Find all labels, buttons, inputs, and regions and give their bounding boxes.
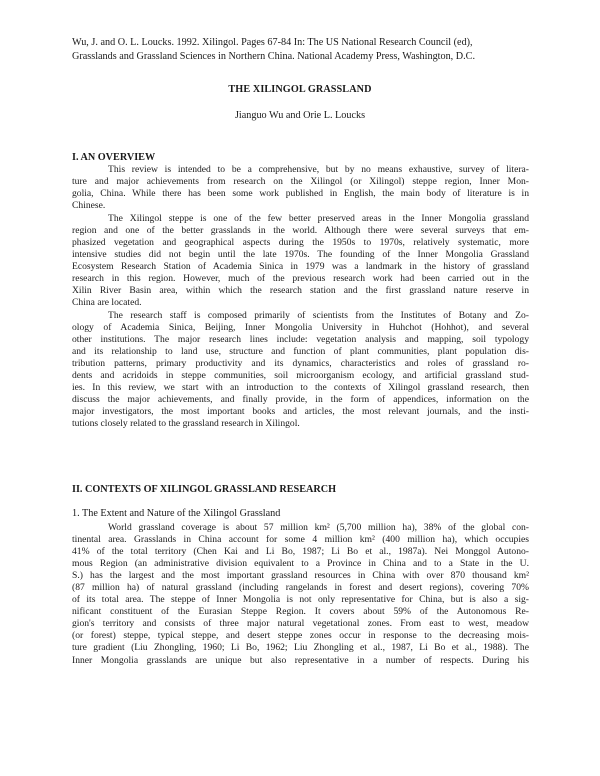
paragraph [72,164,529,212]
text-line: golia, China. While there has been some work published in English, the main body of literature is in [72,188,529,200]
text-line: Inner Mongolia grasslands are unique but also representative in a number of respects. During his [72,654,529,666]
text-line: major investigators, the most important books and articles, the most relevant journals, and the insti- [72,406,529,418]
paper-title: THE XILINGOL GRASSLAND [228,84,372,95]
text-line: ture and major achievements from research on the Xilingol (or Xilingol) steppe region, Inner Mon- [72,176,529,188]
text-line: tribution patterns, primary productivity and its dynamics, characteristics and roles of grassland ro- [72,358,529,370]
text-line: discuss the major achievements, and finally provide, in the form of appendices, information on the [72,394,529,406]
text-line: dents and acridoids in steppe communities, soil microorganism ecology, and artificial grassland stud- [72,370,529,382]
text-line: mous Region (an administrative division equivalent to a Province in China and to a State in the U. [72,558,529,570]
text-line: ies. In this review, we start with an introduction to the contexts of Xilingol grassland research, then [72,382,529,394]
text-line: (or forest) steppe, typical steppe, and desert steppe zones occur in response to the decreasing mois- [72,630,529,642]
text-line: tutions closely related to the grassland research in Xilingol. [72,418,300,430]
text-line: ture gradient (Liu Zhongling, 1960; Li Bo, 1962; Liu Zhongling et al., 1987, Li Bo et al., 1988). The [72,642,529,654]
text-line: The Xilingol steppe is one of the few better preserved areas in the Inner Mongolia grassland [108,213,529,224]
authors: Jianguo Wu and Orie L. Loucks [234,110,366,121]
text-line: The research staff is composed primarily of scientists from the Institutes of Botany and Zo- [108,310,529,321]
text-line: 41% of the total territory (Chen Kai and Li Bo, 1987; Li Bo et al., 1987a). Nei Monggol Autono- [72,546,529,558]
text-line: Ecosystem Research Station of Academia Sinica in 1979 was a landmark in the history of grassland [72,261,529,273]
citation [72,36,532,64]
text-line: nificant constituent of the Eurasian Steppe Region. It covers about 59% of the Autonomous Re- [72,606,529,618]
text-line: (87 million ha) of natural grassland (including rangelands in forest and desert regions), covering 70% [72,582,529,594]
text-line: of its total area. The steppe of Inner Mongolia is not only representative for China, but is also a sig- [72,594,529,606]
text-line: ology of Academia Sinica, Beijing, Inner Mongolia University in Huhchot (Hohhot), and several [72,322,529,334]
citation-line: Wu, J. and O. L. Loucks. 1992. Xilingol. Pages 67-84 In: The US National Research Council (ed), [72,37,473,48]
section-heading-overview: I. AN OVERVIEW [72,152,156,163]
text-line: gion's territory and consists of three major natural vegetational zones. From east to west, meadow [72,618,529,630]
citation-line: Grasslands and Grassland Sciences in Northern China. National Academy Press, Washington, D.C. [72,51,476,62]
text-line: This review is intended to be a comprehensive, but by no means exhaustive, survey of litera- [108,164,529,175]
text-line: phasized vegetation and geographical aspects during the 1950s to 1970s, relatively systematic, more [72,237,529,249]
paragraph [72,522,529,667]
text-line: region and one of the better grasslands in the world. Although there were several surveys that em- [72,225,529,237]
text-line: and its relationship to land use, structure and function of plant communities, plant population dis- [72,346,529,358]
paragraph [72,213,529,309]
text-line: Chinese. [72,200,106,212]
text-line: World grassland coverage is about 57 million km² (5,700 million ha), 38% of the global con- [108,522,529,533]
text-line: Xilin River Basin area, within which the research station and the first grassland nature reserve in [72,285,529,297]
text-line: research in this region. However, much of the previous research work had been carried out in the [72,273,529,285]
text-line: tinental area. Grasslands in China account for some 4 million km² (400 million ha), which occupies [72,534,529,546]
subsection-heading: 1. The Extent and Nature of the Xilingol Grassland [72,508,281,519]
paragraph [72,310,529,430]
text-line: China are located. [72,297,142,309]
text-line: other institutions. The major research lines include: vegetation analysis and mapping, soil typology [72,334,529,346]
text-line: intensive studies did not begin until the late 1970s. The founding of the Inner Mongolia Grassland [72,249,529,261]
section-heading-contexts: II. CONTEXTS OF XILINGOL GRASSLAND RESEARCH [72,484,336,495]
text-line: S.) has the largest and the most important grassland resources in China with over 870 thousand km² [72,570,529,582]
